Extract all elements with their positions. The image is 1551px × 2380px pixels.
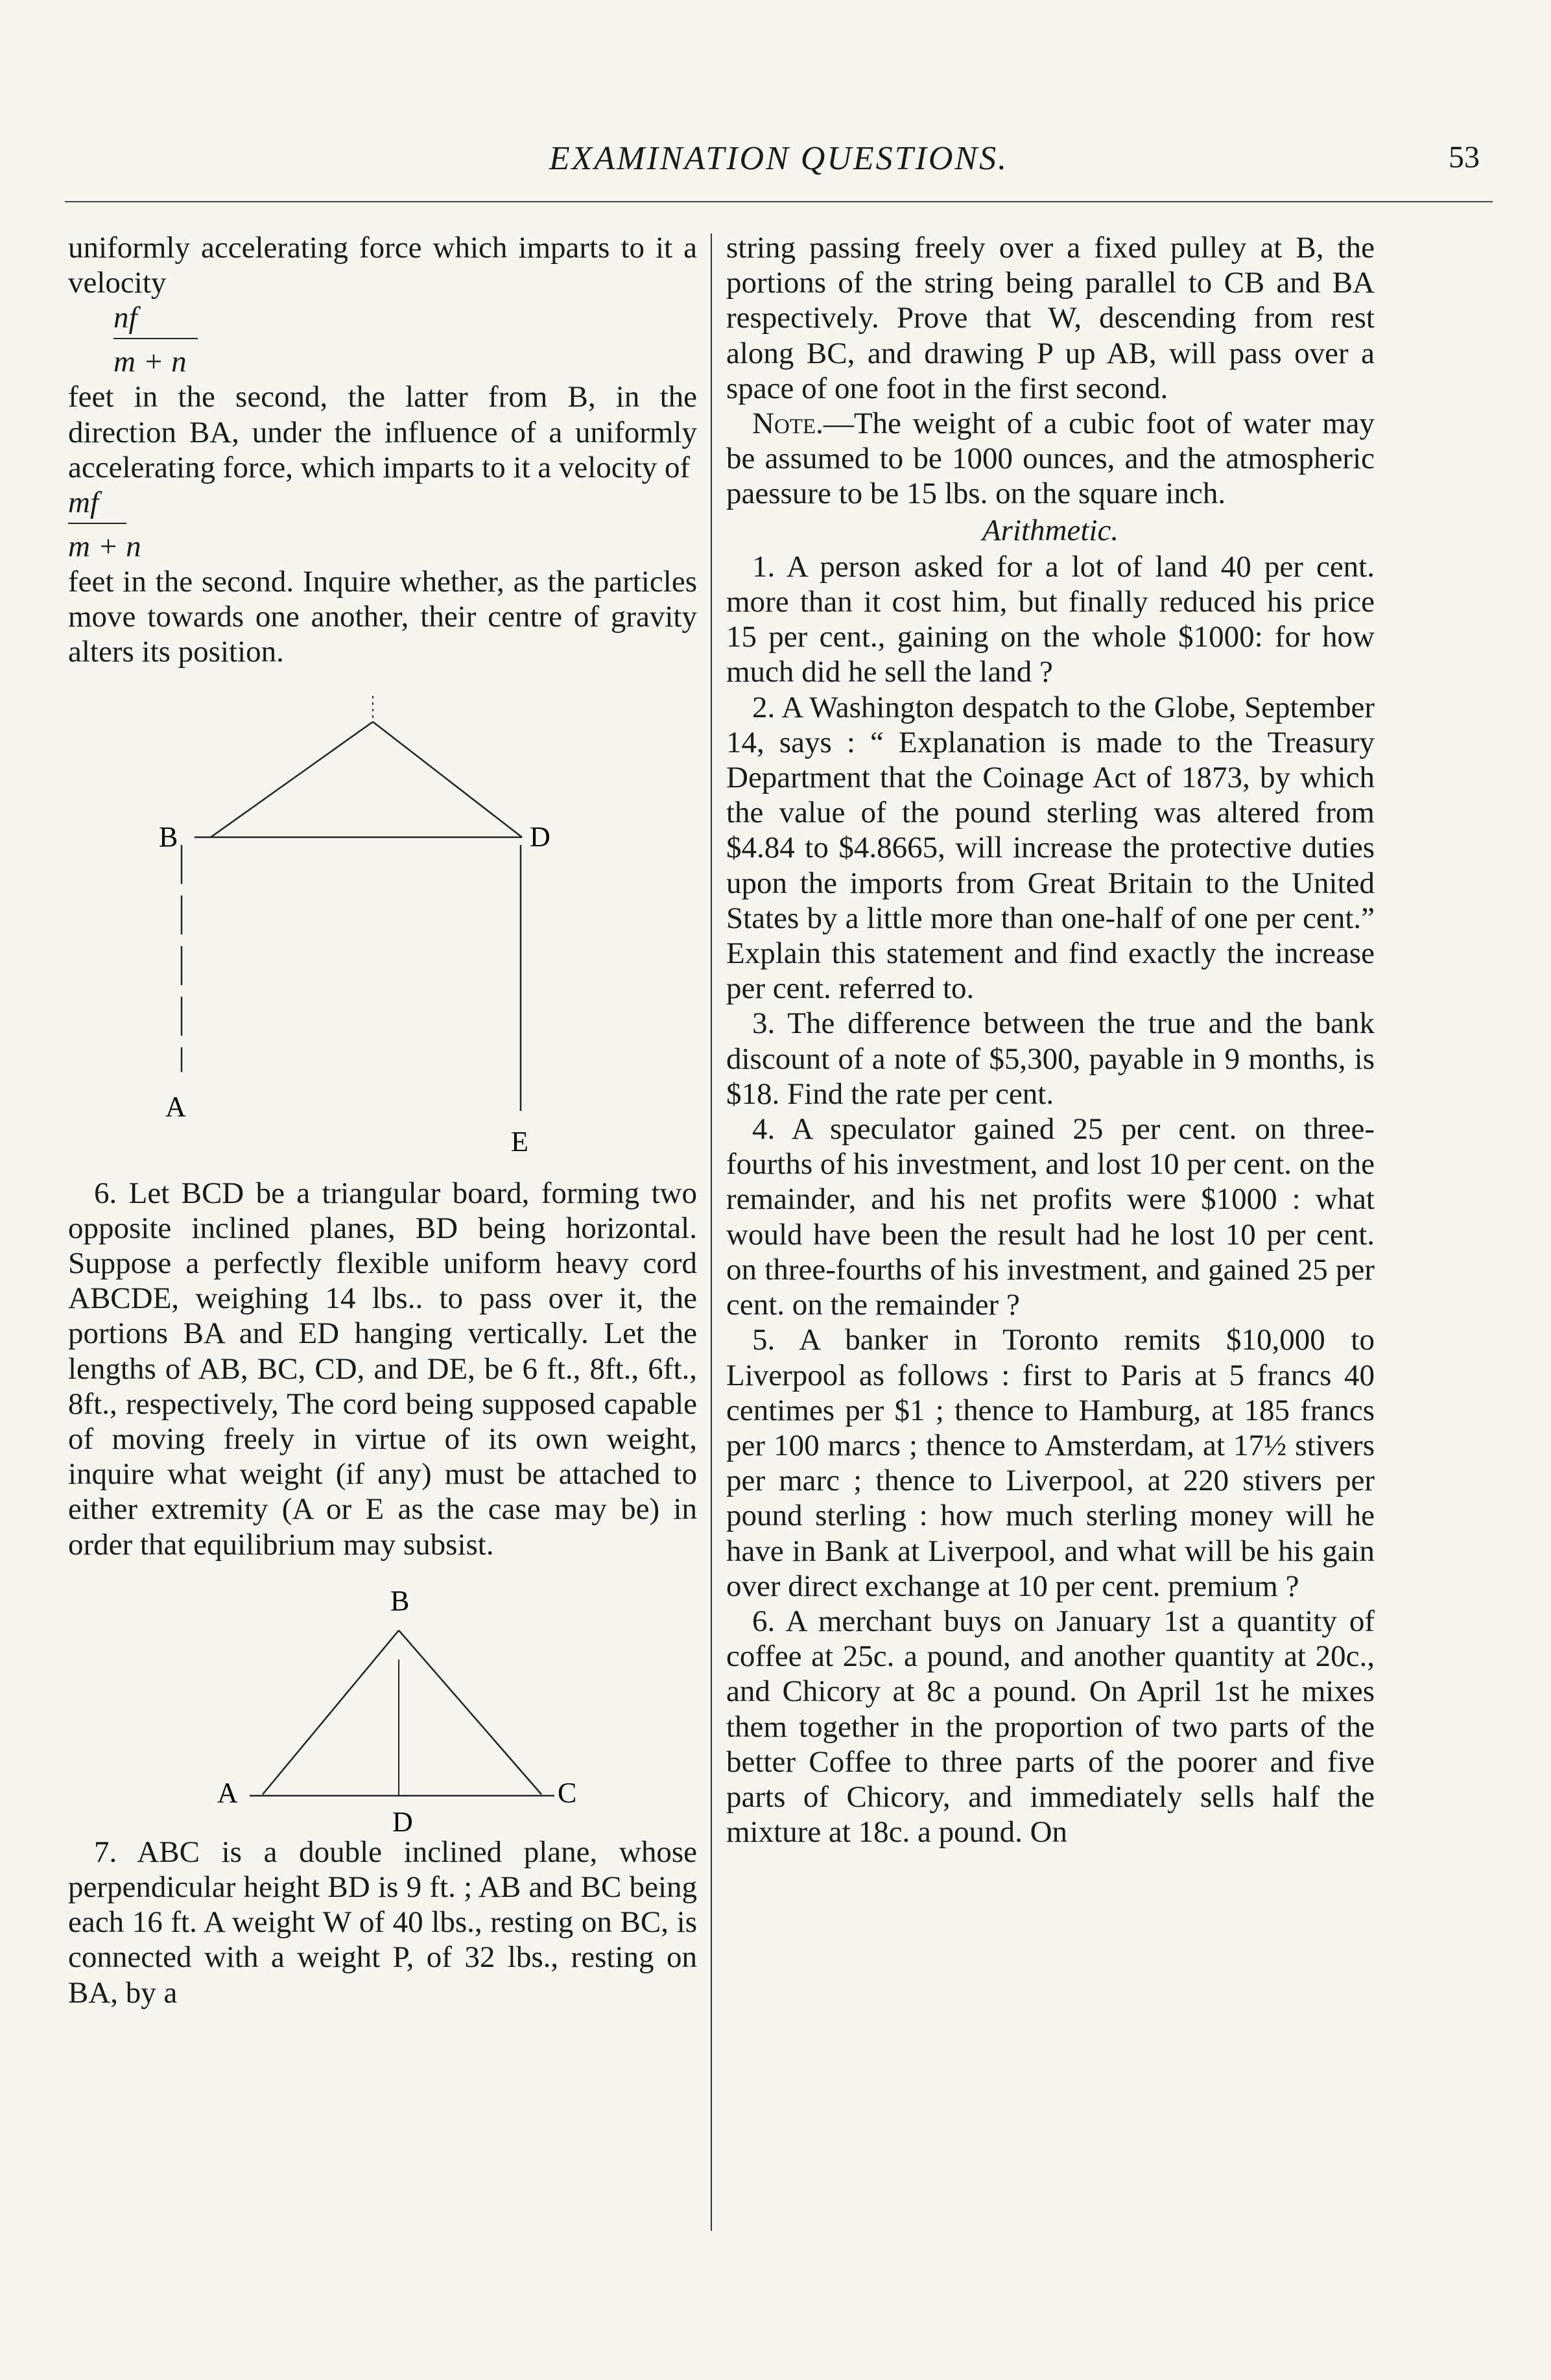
fig1-label-d: D bbox=[530, 820, 551, 853]
arithmetic-question-6: 6. A merchant buys on January 1st a quantity of coffee at 25c. a pound, and another quantity at 20c., and Chicory at 8c a pound. On April 1st he mixes them together in the proportion of two parts of the better Coffee to three parts of the poorer and five parts of Chicory, and immediately sells half the mixture at 18c. a pound. On bbox=[726, 1604, 1375, 1850]
arithmetic-question-5: 5. A banker in Toronto remits $10,000 to Liverpool as follows : first to Paris at 5 francs 40 centimes per $1 ; thence to Hamburg, at 185 francs per 100 marcs ; thence to Amsterdam, at 17½ stivers per marc ; thence to Liverpool, at 220 stivers per pound sterling : how much sterling money will he have in Bank at Liverpool, and what will be his gain over direct exchange at 10 per cent. premium ? bbox=[726, 1323, 1375, 1603]
fig1-label-a: A bbox=[165, 1090, 186, 1123]
fig2-label-c: C bbox=[558, 1776, 577, 1809]
paragraph-2: feet in the second. Inquire whether, as the particles move towards one another, their centre of gravity alters its position. bbox=[68, 565, 697, 669]
fraction-2-numerator: mf bbox=[68, 486, 99, 520]
fraction-2-denominator: m + n bbox=[68, 530, 141, 564]
fraction-1-denominator: m + n bbox=[113, 345, 187, 379]
intro-text: uniformly accelerating force which imparts to it a velocity bbox=[68, 231, 697, 300]
fraction-1-numerator: nf bbox=[113, 301, 137, 335]
page-number: 53 bbox=[1449, 140, 1480, 174]
arithmetic-question-3: 3. The difference between the true and the bank discount of a note of $5,300, payable in 9 months, is $18. Find the rate per cent. bbox=[726, 1006, 1375, 1111]
paragraph-1: feet in the second, the latter from B, in the direction BA, under the influence of a uniformly accelerating force, which imparts to it a velocity of bbox=[68, 380, 697, 484]
header-rule bbox=[65, 201, 1493, 202]
section-title-arithmetic: Arithmetic. bbox=[982, 513, 1119, 547]
fraction-2-bar bbox=[68, 523, 126, 527]
triangular-board-figure bbox=[68, 683, 697, 1176]
left-column bbox=[68, 230, 697, 2010]
continuation-text: string passing freely over a fixed pulley at B, the portions of the string being parallel to CB and BA respectively. Prove that W, descending from rest along BC, and drawing P up AB, will pass over a space of one foot in the first second. bbox=[726, 231, 1375, 405]
fig1-label-b: B bbox=[159, 820, 178, 853]
fig2-label-d: D bbox=[392, 1805, 413, 1835]
fraction-1-bar bbox=[113, 338, 198, 342]
question-7-mechanics: 7. ABC is a double inclined plane, whose perpendicular height BD is 9 ft. ; AB and BC being each 16 ft. A weight W of 40 lbs., resting on BC, is connected with a weight P, of 32 lbs., resting on BA, by a bbox=[68, 1835, 697, 2010]
page-header bbox=[65, 139, 1493, 185]
right-column bbox=[726, 230, 1375, 1850]
running-head: EXAMINATION QUESTIONS. bbox=[549, 140, 1009, 177]
note-label: Note. bbox=[752, 407, 823, 441]
column-divider bbox=[711, 233, 712, 2231]
fig2-label-b: B bbox=[390, 1584, 410, 1617]
note-text: —The weight of a cubic foot of water may be assumed to be 1000 ounces, and the atmospheric paessure to be 15 lbs. on the square inch. bbox=[726, 407, 1375, 511]
arithmetic-question-1: 1. A person asked for a lot of land 40 per cent. more than it cost him, but finally reduced his price 15 per cent., gaining on the whole $1000: for how much did he sell the land ? bbox=[726, 549, 1375, 689]
fig2-label-a: A bbox=[217, 1776, 238, 1809]
question-6-mechanics: 6. Let BCD be a triangular board, forming two opposite inclined planes, BD being horizontal. Suppose a perfectly flexible uniform heavy cord ABCDE, weighing 14 lbs.. to pass over it, the portions BA and ED hanging vertically. Let the lengths of AB, BC, CD, and DE, be 6 ft., 8ft., 6ft., 8ft., respectively, The cord being supposed capable of moving freely in virtue of its own weight, inquire what weight (if any) must be attached to either extremity (A or E as the case may be) in order that equilibrium may subsist. bbox=[68, 1176, 697, 1562]
inclined-plane-figure bbox=[68, 1582, 697, 1835]
arithmetic-question-4: 4. A speculator gained 25 per cent. on three-fourths of his investment, and lost 10 per cent. on the remainder, and his net profits were $1000 : what would have been the result had he lost 10 per cent. on three-fourths of his investment, and gained 25 per cent. on the remainder ? bbox=[726, 1112, 1375, 1322]
fig1-label-e: E bbox=[511, 1125, 528, 1158]
note-paragraph bbox=[726, 406, 1375, 512]
arithmetic-question-2: 2. A Washington despatch to the Globe, September 14, says : “ Explanation is made to the Treasury Department that the Coinage Act of 1873, by which the value of the pound sterling was altered from $4.84 to $4.8665, will increase the protective duties upon the imports from Great Britain to the United States by a little more than one-half of one per cent.” Explain this statement and find exactly the increase per cent. referred to. bbox=[726, 690, 1375, 1006]
